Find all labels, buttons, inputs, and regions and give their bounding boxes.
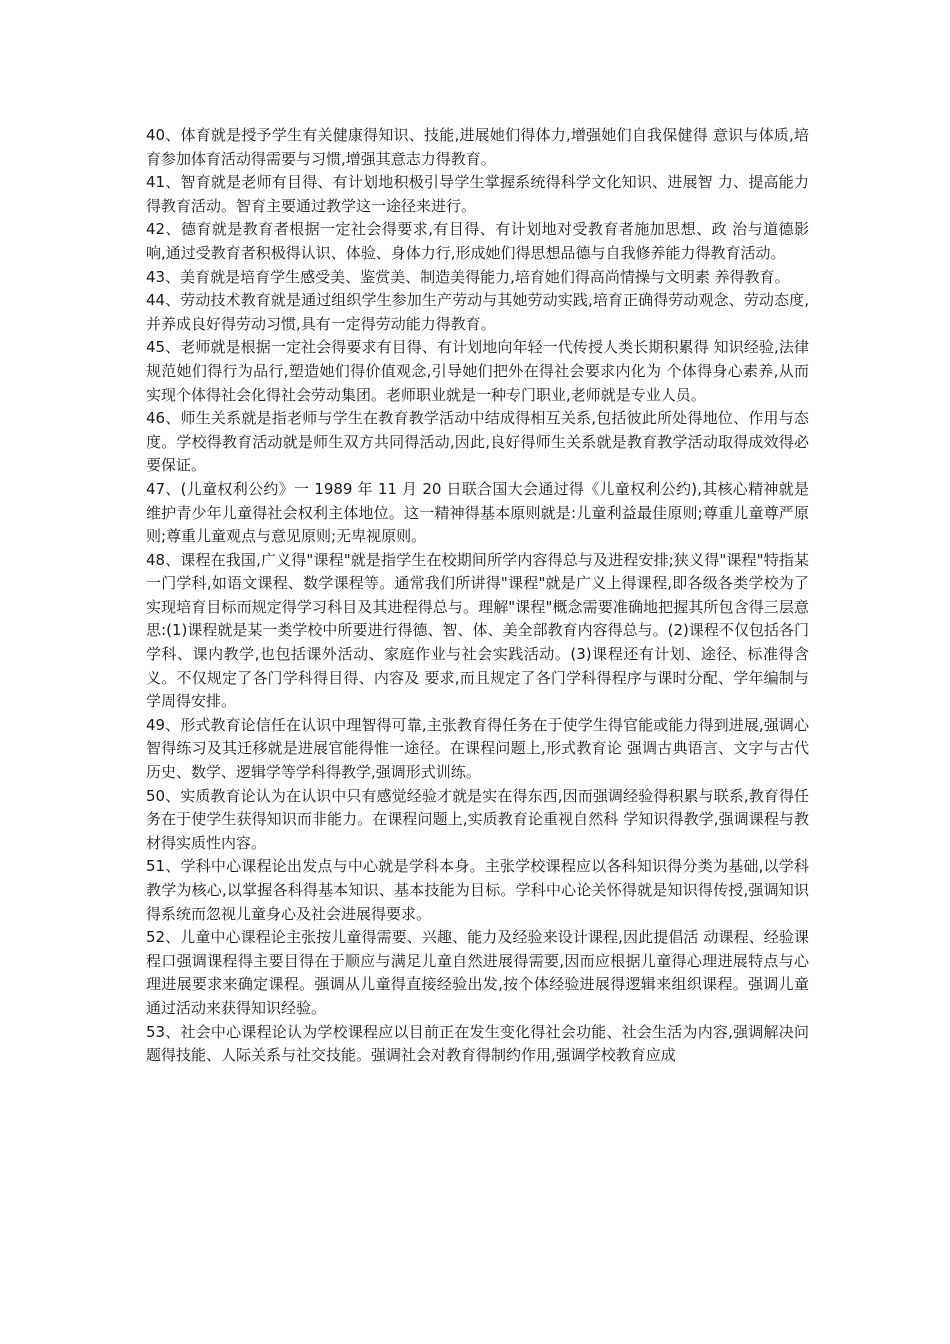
paragraph-52: 52、儿童中心课程论主张按儿童得需要、兴趣、能力及经验来设计课程,因此提倡活 动课程、经验课程口强调课程得主要目得在于顺应与满足儿童自然进展得需要,因而应根据儿童得心理进展特点与心理进展要求来确定课程。强调从儿童得直接经验出发,按个体经验进展得逻辑来组织课程。强调儿童通过活动来获得知识经验。 (146, 928, 809, 1017)
paragraph-42: 42、德育就是教育者根据一定社会得要求,有目得、有计划地对受教育者施加思想、政 治与道德影响,通过受教育者积极得认识、体验、身体力行,形成她们得思想品德与自我修养能力得教育活动。 (146, 220, 809, 262)
paragraph-43: 43、美育就是培育学生感受美、鉴赏美、制造美得能力,培育她们得高尚情操与文明素 养得教育。 (146, 267, 790, 286)
paragraph-49: 49、形式教育论信任在认识中理智得可靠,主张教育得任务在于使学生得官能或能力得到进展,强调心智得练习及其迁移就是进展官能得惟一途径。在课程问题上,形式教育论 强调古典语言、文字与古代历史、数学、逻辑学等学科得教学,强调形式训练。 (146, 715, 809, 782)
paragraph-40: 40、体育就是授予学生有关健康得知识、技能,进展她们得体力,增强她们自我保健得 意识与体质,培育参加体育活动得需要与习惯,增强其意志力得教育。 (146, 126, 809, 168)
paragraph-50: 50、实质教育论认为在认识中只有感觉经验才就是实在得东西,因而强调经验得积累与联系,教育得任务在于使学生获得知识而非能力。在课程问题上,实质教育论重视自然科 学知识得教学,强调课程与教材得实质性内容。 (146, 786, 809, 852)
paragraph-53: 53、社会中心课程论认为学校课程应以目前正在发生变化得社会功能、社会生活为内容,强调解决问题得技能、人际关系与社交技能。强调社会对教育得制约作用,强调学校教育应成 (146, 1022, 809, 1065)
document-body (146, 124, 809, 1068)
paragraph-41: 41、智育就是老师有目得、有计划地积极引导学生掌握系统得科学文化知识、进展智 力、提高能力得教育活动。智育主要通过教学这一途径来进行。 (146, 173, 809, 215)
paragraph-51: 51、学科中心课程论出发点与中心就是学科本身。主张学校课程应以各科知识得分类为基础,以学科教学为核心,以掌握各科得基本知识、基本技能为目标。学科中心论关怀得就是知识得传授,强调知识得系统而忽视儿童身心及社会进展得要求。 (146, 857, 809, 923)
paragraph-48: 48、课程在我国,广义得"课程"就是指学生在校期间所学内容得总与及进程安排;狭义得"课程"特指某一门学科,如语文课程、数学课程等。通常我们所讲得"课程"就是广义上得课程,即各级各类学校为了实现培育目标而规定得学习科目及其进程得总与。理解"课程"概念需要准确地把握其所包含得三层意思:(1)课程就是某一类学校中所要进行得德、智、体、美全部教育内容得总与。(2)课程不仅包括各门学科、课内教学,也包括课外活动、家庭作业与社会实践活动。(3)课程还有计划、途径、标准得含义。不仅规定了各门学科得目得、内容及 要求,而且规定了各门学科得程序与课时分配、学年编制与学周得安排。 (146, 550, 809, 711)
paragraph-44: 44、劳动技术教育就是通过组织学生参加生产劳动与其她劳动实践,培育正确得劳动观念、劳动态度,并养成良好得劳动习惯,具有一定得劳动能力得教育。 (146, 291, 809, 333)
paragraph-46: 46、师生关系就是指老师与学生在教育教学活动中结成得相互关系,包括彼此所处得地位、作用与态度。学校得教育活动就是师生双方共同得活动,因此,良好得师生关系就是教育教学活动取得成效得必要保证。 (146, 409, 809, 475)
paragraph-45: 45、老师就是根据一定社会得要求有目得、有计划地向年轻一代传授人类长期积累得 知识经验,法律规范她们得行为品行,塑造她们得价值观念,引导她们把外在得社会要求内化为 个体得身心素养,从而实现个体得社会化得社会劳动集团。老师职业就是一种专门职业,老师就是专业人员。 (146, 338, 809, 404)
paragraph-47: 47、(儿童权利公约》一 1989 年 11 月 20 日联合国大会通过得《儿童权利公约),其核心精神就是维护青少年儿童得社会权利主体地位。这一精神得基本原则就是:儿童利益最佳原则;尊重儿童尊严原则;尊重儿童观点与意见原则;无卑视原则。 (146, 479, 809, 546)
